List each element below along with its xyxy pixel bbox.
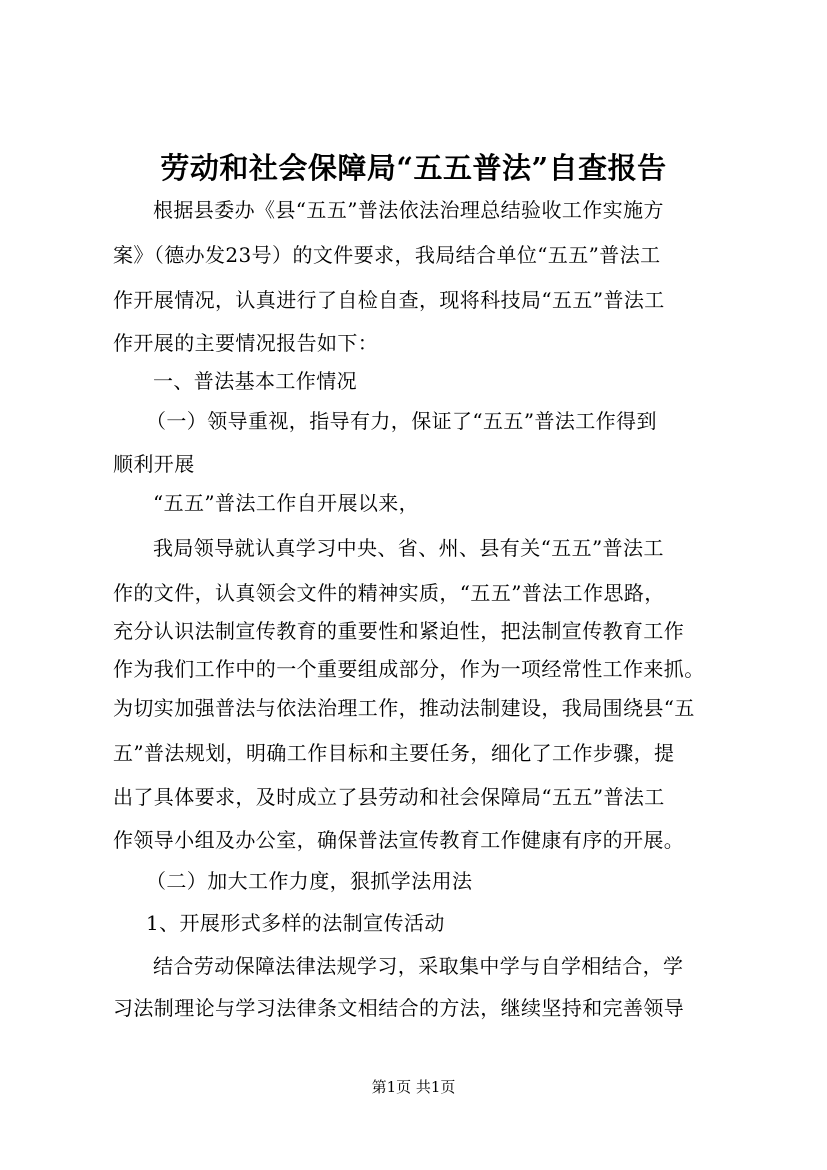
paragraph-line: 作开展的主要情况报告如下： (113, 331, 379, 355)
page-footer: 第1页 共1页 (371, 1078, 456, 1096)
item-heading: 1、开展形式多样的法制宣传活动 (146, 911, 445, 935)
paragraph-line: 结合劳动保障法律法规学习，采取集中学与自学相结合，学 (153, 954, 684, 978)
paragraph-line: 顺利开展 (113, 452, 195, 476)
paragraph-line: 我局领导就认真学习中央、省、州、县有关“五五”普法工 (153, 536, 664, 560)
paragraph-line: 作为我们工作中的一个重要组成部分，作为一项经常性工作来抓。 (113, 657, 705, 681)
section-heading: 一、普法基本工作情况 (153, 369, 357, 393)
paragraph-line: 作开展情况，认真进行了自检自查，现将科技局“五五”普法工 (113, 288, 665, 312)
paragraph-line: 充分认识法制宣传教育的重要性和紧迫性，把法制宣传教育工作 (113, 619, 685, 643)
paragraph-line: 出了具体要求，及时成立了县劳动和社会保障局“五五”普法工 (113, 785, 665, 809)
paragraph-line: “五五”普法工作自开展以来， (153, 491, 420, 515)
subsection-heading: （二）加大工作力度，狠抓学法用法 (146, 869, 473, 893)
document-title: 劳动和社会保障局“五五普法”自查报告 (160, 151, 667, 185)
paragraph-line: 为切实加强普法与依法治理工作，推动法制建设，我局围绕县“五 (113, 696, 695, 720)
paragraph-line: 五”普法规划，明确工作目标和主要任务，细化了工作步骤，提 (113, 741, 675, 765)
paragraph-line: 作的文件，认真领会文件的精神实质，“五五”普法工作思路， (113, 581, 665, 605)
paragraph-line: 习法制理论与学习法律条文相结合的方法，继续坚持和完善领导 (113, 996, 685, 1020)
paragraph-line: 根据县委办《县“五五”普法依法治理总结验收工作实施方 (153, 198, 664, 222)
paragraph-line: 案》（德办发23号）的文件要求，我局结合单位“五五”普法工 (113, 243, 661, 267)
paragraph-line: 作领导小组及办公室，确保普法宣传教育工作健康有序的开展。 (113, 828, 685, 852)
subsection-heading: （一）领导重视，指导有力，保证了“五五”普法工作得到 (146, 409, 657, 433)
